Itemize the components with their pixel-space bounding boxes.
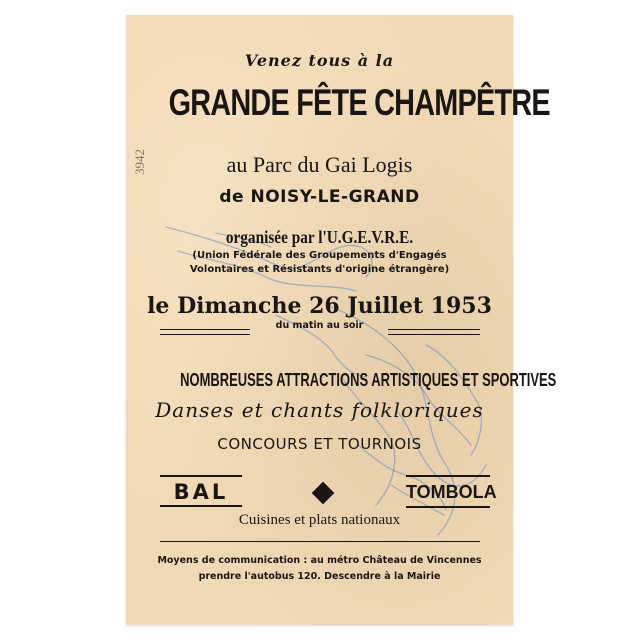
- diamond-separator-icon: [312, 482, 335, 505]
- poster-title: GRANDE FÊTE CHAMPÊTRE: [168, 82, 550, 123]
- event-date: le Dimanche 26 Juillet 1953: [147, 293, 492, 319]
- association-line-1: (Union Fédérale des Groupements d'Engagés: [192, 250, 447, 261]
- bottom-divider: [160, 541, 480, 542]
- park-text: au Parc du Gai Logis: [226, 152, 413, 177]
- bal-label: BAL: [160, 475, 242, 507]
- association-line-2: Volontaires et Résistants d'origine étrangère): [189, 264, 450, 275]
- pencil-inventory-number: 3942: [132, 149, 147, 175]
- organizer-text: organisée par l'U.G.E.V.R.E.: [225, 227, 414, 247]
- divider-right-bottom: [388, 334, 480, 335]
- transport-line-1: Moyens de communication : au métro Château de Vincennes: [157, 555, 482, 566]
- tombola-label: TOMBOLA: [406, 475, 490, 508]
- contests-text: CONCOURS ET TOURNOIS: [217, 435, 422, 453]
- divider-right-top: [388, 329, 480, 330]
- dances-text: Danses et chants folkloriques: [155, 398, 484, 422]
- divider-left-bottom: [160, 334, 250, 335]
- cuisines-text: Cuisines et plats nationaux: [238, 512, 401, 528]
- transport-line-2: prendre l'autobus 120. Descendre à la Mairie: [198, 571, 441, 582]
- town-text: de NOISY-LE-GRAND: [219, 187, 420, 207]
- timing-text: du matin au soir: [275, 320, 364, 331]
- intro-text: Venez tous à la: [244, 51, 395, 70]
- poster: [126, 15, 557, 625]
- attractions-text: NOMBREUSES ATTRACTIONS ARTISTIQUES ET SPORTIVES: [180, 370, 557, 390]
